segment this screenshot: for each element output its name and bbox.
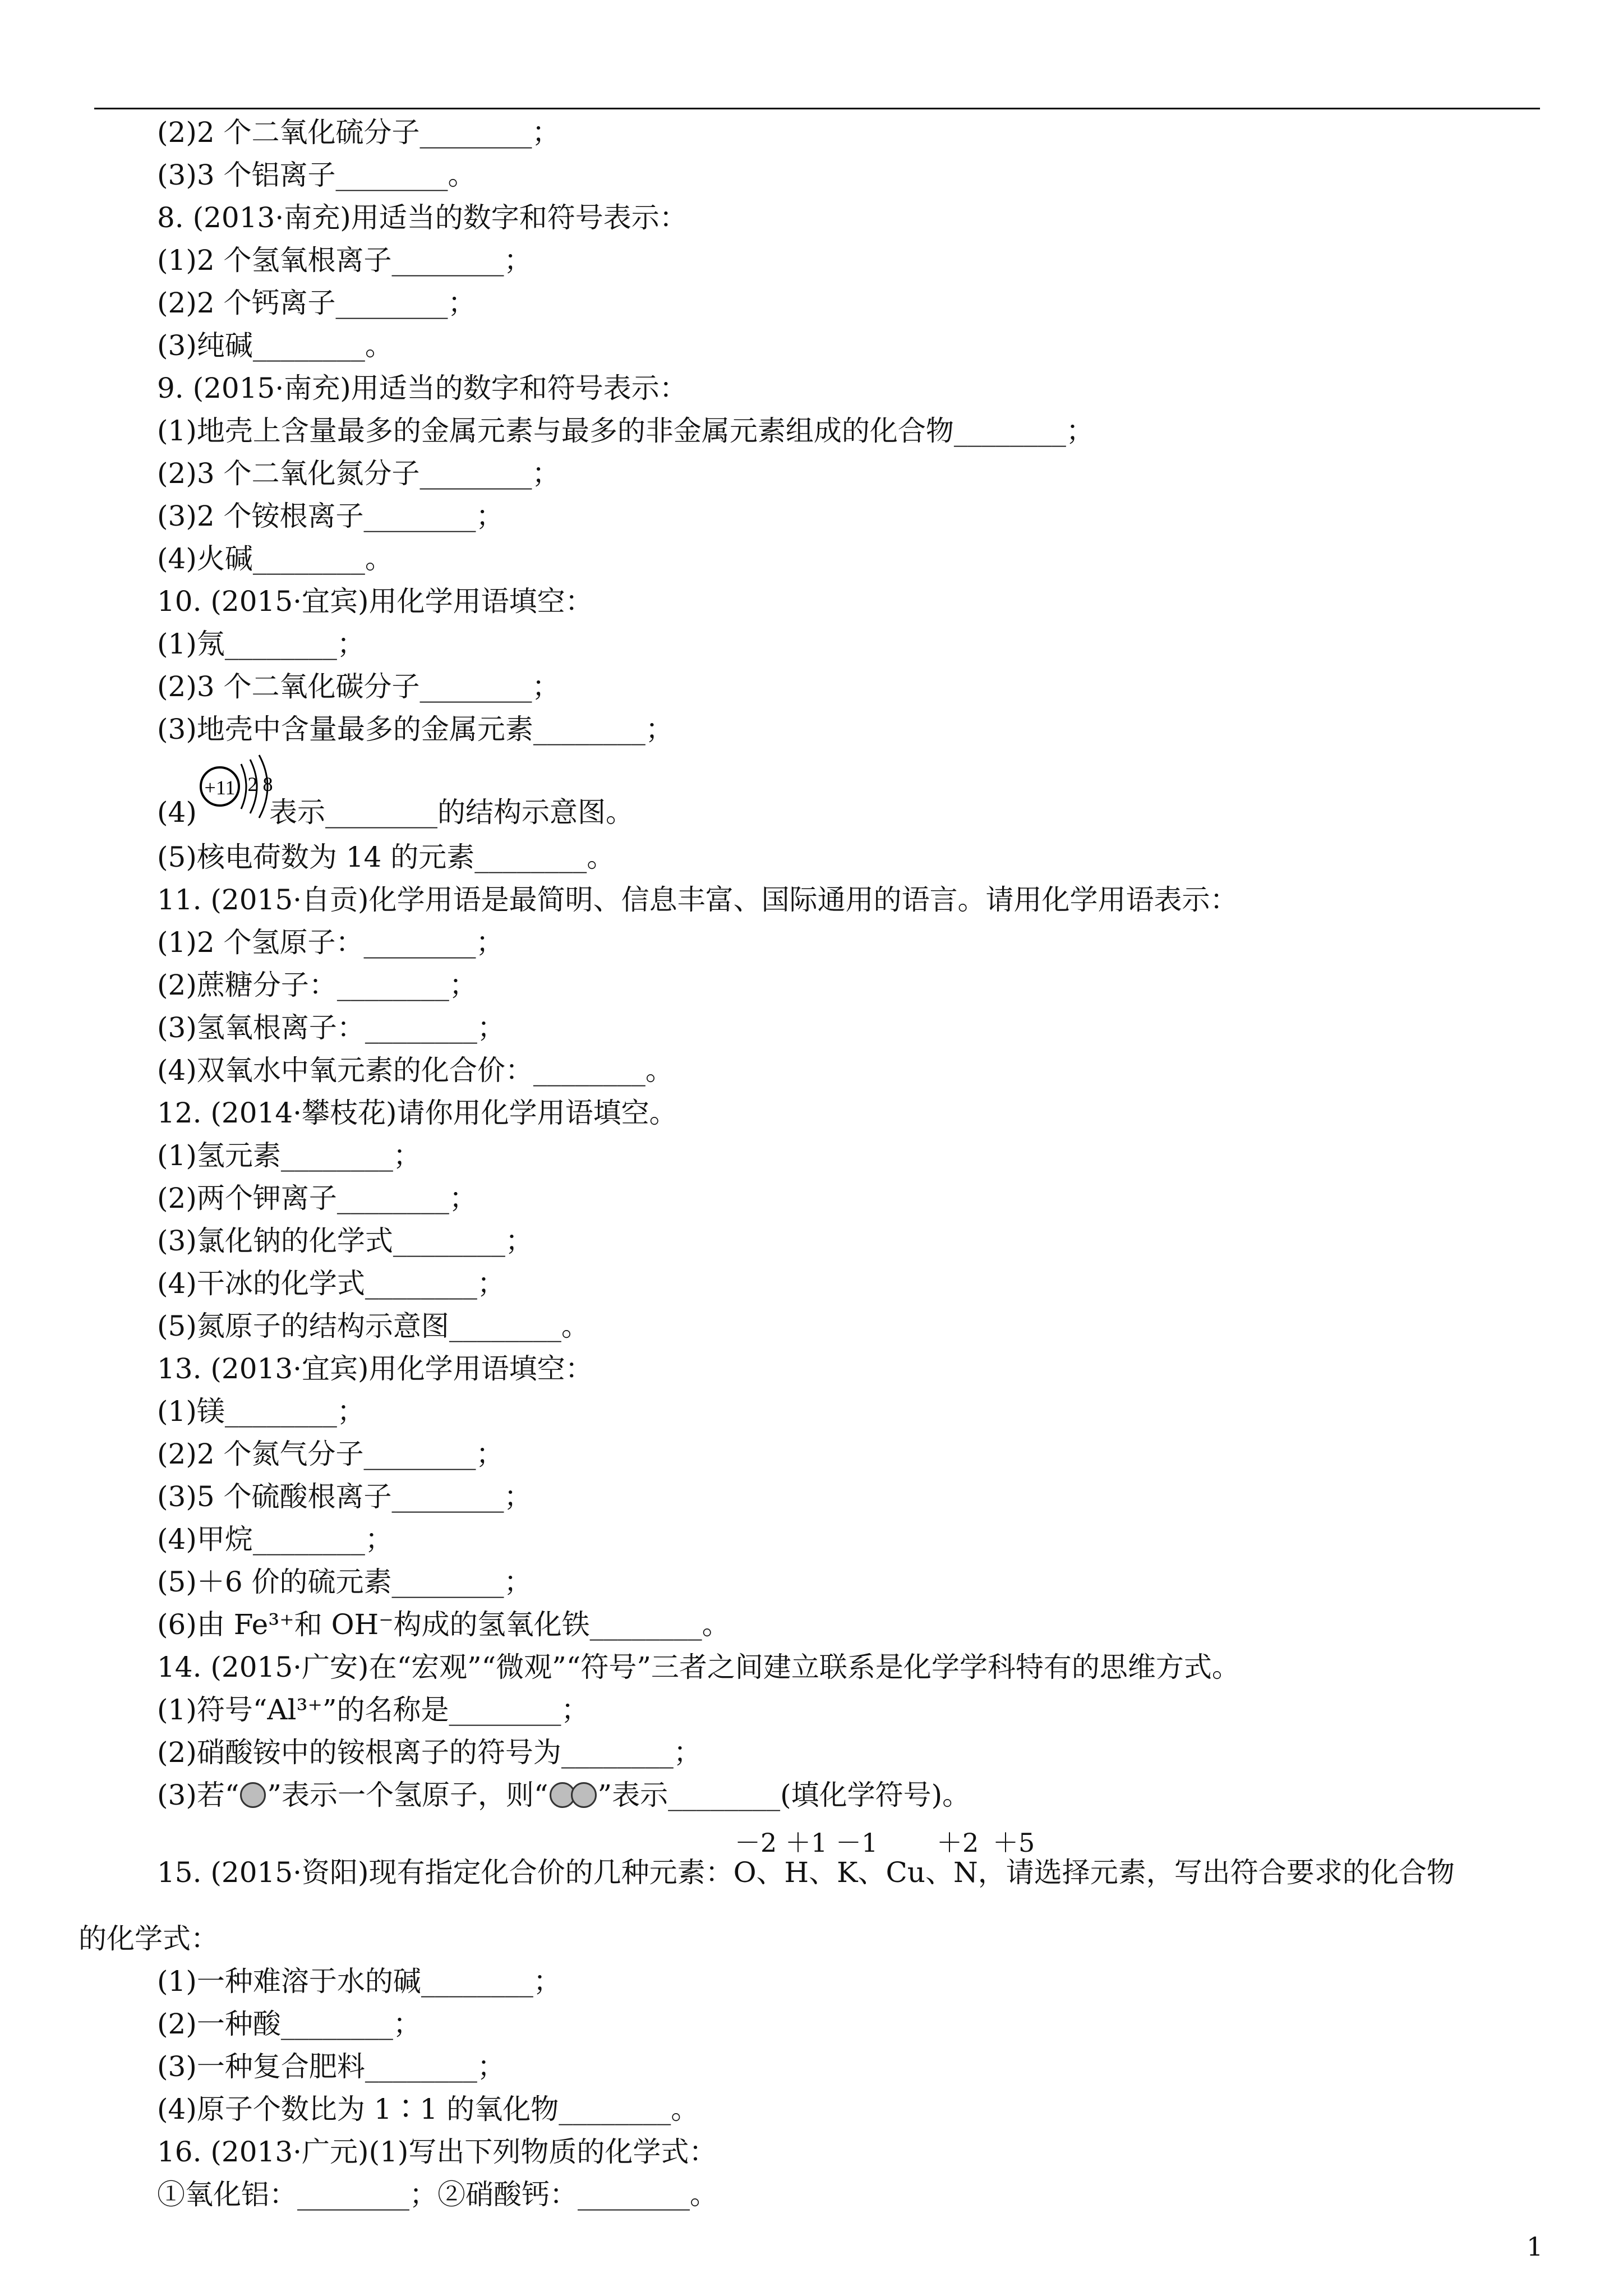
text-line: (2)硝酸铵中的铵根离子的符号为________； bbox=[157, 1736, 702, 1769]
text-line: (1)2 个氢氧根离子________； bbox=[157, 244, 532, 277]
question-heading: 8. (2013·南充)用适当的数字和符号表示： bbox=[157, 201, 688, 234]
text-line: (2)2 个钙离子________； bbox=[157, 287, 476, 319]
question-heading: 11. (2015·自贡)化学用语是最简明、信息丰富、国际通用的语言。请用化学用语表示： bbox=[157, 884, 1238, 916]
text-line: (1)氖________； bbox=[157, 628, 365, 660]
question-heading: 9. (2015·南充)用适当的数字和符号表示： bbox=[157, 372, 688, 404]
question-heading: 16. (2013·广元)(1)写出下列物质的化学式： bbox=[157, 2136, 717, 2168]
text-fragment: (3)若“ bbox=[157, 1779, 239, 1811]
text-line: (4)干冰的化学式________； bbox=[157, 1267, 505, 1300]
text-line: (4)甲烷________； bbox=[157, 1523, 393, 1556]
text-fragment: ”表示一个氢原子，则“ bbox=[267, 1779, 548, 1811]
text-line: (2)两个钾离子________； bbox=[157, 1182, 477, 1214]
text-line: (3)5 个硫酸根离子________； bbox=[157, 1480, 532, 1513]
text-line: (4) bbox=[157, 796, 197, 829]
text-line: (4)火碱________。 bbox=[157, 542, 393, 575]
hydrogen-atom-icon bbox=[571, 1782, 597, 1808]
hydrogen-atom-icon bbox=[240, 1782, 266, 1808]
text-line: (2)2 个氮气分子________； bbox=[157, 1438, 504, 1470]
question-heading: 10. (2015·宜宾)用化学用语填空： bbox=[157, 585, 593, 618]
shell-electrons: 2 8 bbox=[247, 773, 273, 795]
text-line: (3)氯化钠的化学式________； bbox=[157, 1225, 533, 1257]
text-line: (1)氢元素________； bbox=[157, 1139, 421, 1172]
header-rule bbox=[94, 108, 1540, 109]
valence-n: ＋5 bbox=[993, 1828, 1035, 1858]
text-line: (2)2 个二氧化硫分子________； bbox=[157, 116, 560, 149]
text-line: (2)3 个二氧化碳分子________； bbox=[157, 670, 560, 703]
question-heading: 12. (2014·攀枝花)请你用化学用语填空。 bbox=[157, 1097, 677, 1129]
text-line: (5)核电荷数为 14 的元素________。 bbox=[157, 841, 615, 873]
valence-cu: ＋2 bbox=[937, 1828, 979, 1858]
text-line: (1)镁________； bbox=[157, 1395, 365, 1428]
text-line: (1)2 个氢原子：________； bbox=[157, 926, 504, 959]
text-line: 表示________的结构示意图。 bbox=[269, 796, 634, 829]
text-line: (5)氮原子的结构示意图________。 bbox=[157, 1310, 589, 1342]
text-line: (1)一种难溶于水的碱________； bbox=[157, 1965, 561, 1998]
text-line: (2)一种酸________； bbox=[157, 2008, 421, 2040]
text-line: (5)＋6 价的硫元素________； bbox=[157, 1566, 532, 1598]
text-line: (2)蔗糖分子：________； bbox=[157, 969, 477, 1001]
text-line: (3)3 个铝离子________。 bbox=[157, 159, 476, 191]
valence-k: －1 bbox=[836, 1828, 878, 1858]
text-fragment: ”表示________(填化学符号)。 bbox=[597, 1779, 971, 1811]
text-line: (3)氢氧根离子：________； bbox=[157, 1011, 505, 1044]
text-line: (4)双氧水中氧元素的化合价：________。 bbox=[157, 1054, 674, 1087]
text-line: (1)地壳上含量最多的金属元素与最多的非金属元素组成的化合物________； bbox=[157, 415, 1094, 447]
text-line: (4)原子个数比为 1∶1 的氧化物________。 bbox=[157, 2093, 699, 2125]
valence-h: ＋1 bbox=[785, 1828, 828, 1858]
text-line: (2)3 个二氧化氮分子________； bbox=[157, 457, 560, 490]
valence-o: －2 bbox=[735, 1828, 777, 1858]
page-number: 1 bbox=[1527, 2231, 1543, 2262]
text-line bbox=[157, 1777, 970, 1813]
text-line: ①氧化铝：________；②硝酸钙：________。 bbox=[157, 2178, 718, 2211]
text-line: (3)一种复合肥料________； bbox=[157, 2050, 505, 2083]
nucleus-charge: +11 bbox=[204, 776, 236, 799]
text-line: (3)地壳中含量最多的金属元素________； bbox=[157, 713, 674, 746]
question-heading: 13. (2013·宜宾)用化学用语填空： bbox=[157, 1352, 593, 1385]
text-line: (6)由 Fe³⁺和 OH⁻构成的氢氧化铁________。 bbox=[157, 1608, 730, 1641]
text-line: (3)2 个铵根离子________； bbox=[157, 500, 504, 532]
question-heading: 14. (2015·广安)在“宏观”“微观”“符号”三者之间建立联系是化学学科特有的思维方式。 bbox=[157, 1651, 1240, 1683]
text-line: 的化学式： bbox=[79, 1922, 219, 1955]
question-heading: 15. (2015·资阳)现有指定化合价的几种元素：O、H、K、Cu、N，请选择元素，写出符合要求的化合物 bbox=[157, 1856, 1455, 1889]
text-line: (1)符号“Al³⁺”的名称是________； bbox=[157, 1694, 589, 1726]
text-line: (3)纯碱________。 bbox=[157, 329, 393, 362]
